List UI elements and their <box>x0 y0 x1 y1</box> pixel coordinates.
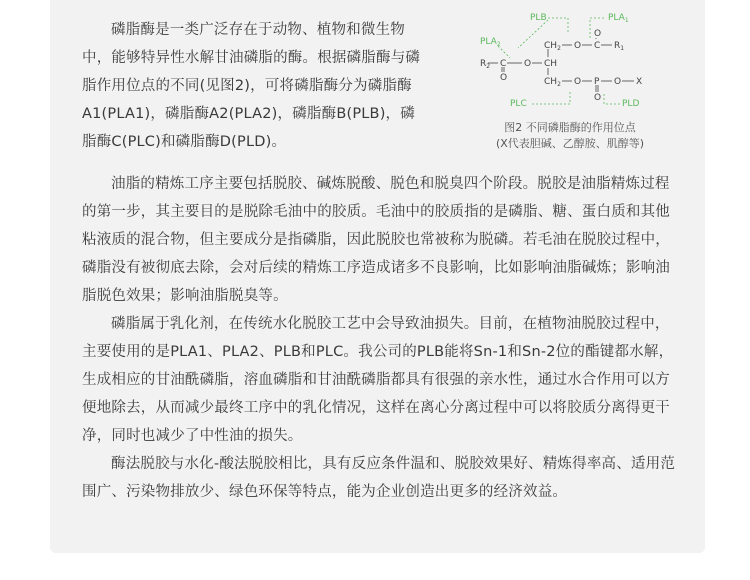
r2: $R_2$ <box>480 59 491 70</box>
bonds <box>488 38 634 92</box>
structure-diagram <box>470 8 670 120</box>
label-pla2: $PLA_2$ <box>480 37 501 48</box>
label-plc: PLC <box>510 99 527 109</box>
o-phosphate: O <box>594 93 602 103</box>
paragraph-refining: 油脂的精炼工序主要包括脱胶、碱炼脱酸、脱色和脱臭四个阶段。脱胶是油脂精炼过程的第一步，其主要目的是脱除毛油中的胶质。毛油中的胶质指的是磷脂、糖、蛋白质和其他粘液质的混合物，但主要成分是指磷脂，因此脱胶也常被称为脱磷。若毛油在脱胶过程中，磷脂没有被彻底去除，会对后续的精炼工序造成诸多不良影响，比如影响油脂碱炼；影响油脂脱色效果；影响油脂脱臭等。 <box>82 176 670 304</box>
intro-text <box>82 16 422 156</box>
phospholipase-site-figure <box>470 8 670 153</box>
x-group: X <box>636 77 643 87</box>
c-mid: C <box>500 59 507 69</box>
o-top: O <box>574 41 582 51</box>
cleavage-arrows <box>498 18 620 104</box>
ch2-bot: $CH_2$ <box>544 77 561 88</box>
c-top: C <box>594 41 601 51</box>
r1: $R_1$ <box>614 41 625 52</box>
p: P <box>594 77 600 87</box>
label-pla1: $PLA_1$ <box>608 13 629 24</box>
ch2-top: $CH_2$ <box>544 41 561 52</box>
paragraph-emulsifier: 磷脂属于乳化剂，在传统水化脱胶工艺中会导致油损失。目前，在植物油脱胶过程中，主要使用的是PLA1、PLA2、PLB和PLC。我公司的PLB能将Sn-1和Sn-2位的酯键都水解，生成相应的甘油酰磷脂，溶血磷脂和甘油酰磷脂都具有很强的亲水性，通过水合作用可以方便地除去，从而减少最终工序中的乳化情况，这样在离心分离过程中可以将胶质分离得更干净，同时也减少了中性油的损失。 <box>82 316 674 444</box>
figure-caption: 图2 不同磷脂酶的作用位点 <box>504 121 636 134</box>
o-mid: O <box>524 59 532 69</box>
ch-mid: CH <box>544 59 558 69</box>
o-carbonyl-top: O <box>594 29 602 39</box>
paragraph-enzymatic: 酶法脱胶与水化-酸法脱胶相比，具有反应条件温和、脱胶效果好、精炼得率高、适用范围广、污染物排放少、绿色环保等特点，能为企业创造出更多的经济效益。 <box>82 456 676 500</box>
glycerophospholipid-structure <box>480 29 642 103</box>
intro-paragraph: 磷脂酶是一类广泛存在于动物、植物和微生物中，能够特异性水解甘油磷脂的酶。根据磷脂酶与磷脂作用位点的不同(见图2)，可将磷脂酶分为磷脂酶A1(PLA1)，磷脂酶A2(PLA2)，磷脂酶B(PLB)，磷脂酶C(PLC)和磷脂酶D(PLD)。 <box>82 22 421 150</box>
o-carbonyl-mid: O <box>500 73 508 83</box>
body-text <box>82 170 682 506</box>
label-plb: PLB <box>530 13 547 23</box>
label-pld: PLD <box>622 99 640 109</box>
o-bot2: O <box>614 77 622 87</box>
figure-caption-note: (X代表胆碱、乙醇胺、肌醇等) <box>495 137 645 150</box>
o-bot: O <box>574 77 582 87</box>
